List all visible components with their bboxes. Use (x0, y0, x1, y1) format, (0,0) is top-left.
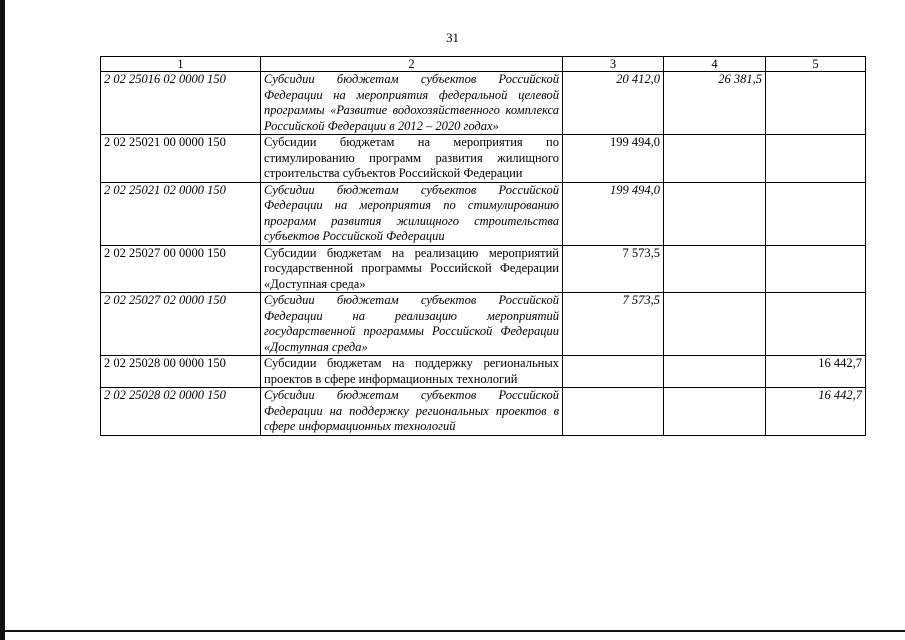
amount-col4-cell (664, 182, 766, 245)
amount-col5-cell: 16 442,7 (766, 356, 866, 388)
revenue-name-cell: Субсидии бюджетам субъектов Российской Федерации на мероприятия по стимулированию программ развития жилищного строительства субъектов Российской Федерации (261, 182, 563, 245)
revenue-name-cell: Субсидии бюджетам на реализацию мероприятий государственной программы Российской Федерации «Доступная среда» (261, 245, 563, 293)
amount-col4-cell (664, 388, 766, 436)
revenue-code-cell: 2 02 25028 02 0000 150 (101, 388, 261, 436)
amount-col5-cell (766, 135, 866, 183)
amount-col3-cell: 7 573,5 (563, 293, 664, 356)
table-row (101, 293, 866, 356)
amount-col4-cell (664, 245, 766, 293)
column-header: 5 (766, 57, 866, 72)
revenue-code-cell: 2 02 25021 00 0000 150 (101, 135, 261, 183)
table-header-row (101, 57, 866, 72)
amount-col4-cell (664, 356, 766, 388)
revenue-name-cell: Субсидии бюджетам на мероприятия по стимулированию программ развития жилищного строительства субъектов Российской Федерации (261, 135, 563, 183)
table-row (101, 356, 866, 388)
revenue-code-cell: 2 02 25028 00 0000 150 (101, 356, 261, 388)
amount-col5-cell (766, 72, 866, 135)
revenue-name-cell: Субсидии бюджетам субъектов Российской Федерации на поддержку региональных проектов в сфере информационных технологий (261, 388, 563, 436)
column-header: 4 (664, 57, 766, 72)
amount-col3-cell: 7 573,5 (563, 245, 664, 293)
revenue-code-cell: 2 02 25027 00 0000 150 (101, 245, 261, 293)
table-row (101, 72, 866, 135)
column-header: 2 (261, 57, 563, 72)
revenue-code-cell: 2 02 25021 02 0000 150 (101, 182, 261, 245)
column-header: 1 (101, 57, 261, 72)
revenue-code-cell: 2 02 25027 02 0000 150 (101, 293, 261, 356)
amount-col3-cell (563, 356, 664, 388)
amount-col3-cell: 199 494,0 (563, 135, 664, 183)
table-row (101, 182, 866, 245)
scan-left-border (0, 0, 5, 640)
amount-col3-cell (563, 388, 664, 436)
revenue-name-cell: Субсидии бюджетам субъектов Российской Федерации на реализацию мероприятий государственной программы Российской Федерации «Доступная среда» (261, 293, 563, 356)
amount-col4-cell: 26 381,5 (664, 72, 766, 135)
revenue-name-cell: Субсидии бюджетам на поддержку региональных проектов в сфере информационных технологий (261, 356, 563, 388)
amount-col3-cell: 20 412,0 (563, 72, 664, 135)
amount-col5-cell (766, 182, 866, 245)
amount-col5-cell (766, 293, 866, 356)
column-header: 3 (563, 57, 664, 72)
table-row (101, 245, 866, 293)
revenue-code-cell: 2 02 25016 02 0000 150 (101, 72, 261, 135)
amount-col5-cell (766, 245, 866, 293)
revenue-name-cell: Субсидии бюджетам субъектов Российской Федерации на мероприятия федеральной целевой программы «Развитие водохозяйственного комплекса Российской Федерации в 2012 – 2020 годах» (261, 72, 563, 135)
amount-col5-cell: 16 442,7 (766, 388, 866, 436)
amount-col4-cell (664, 293, 766, 356)
amount-col4-cell (664, 135, 766, 183)
table-row (101, 135, 866, 183)
amount-col3-cell: 199 494,0 (563, 182, 664, 245)
table-row (101, 388, 866, 436)
budget-table (100, 56, 866, 436)
scan-bottom-border (0, 630, 905, 632)
page-number: 31 (446, 30, 459, 45)
